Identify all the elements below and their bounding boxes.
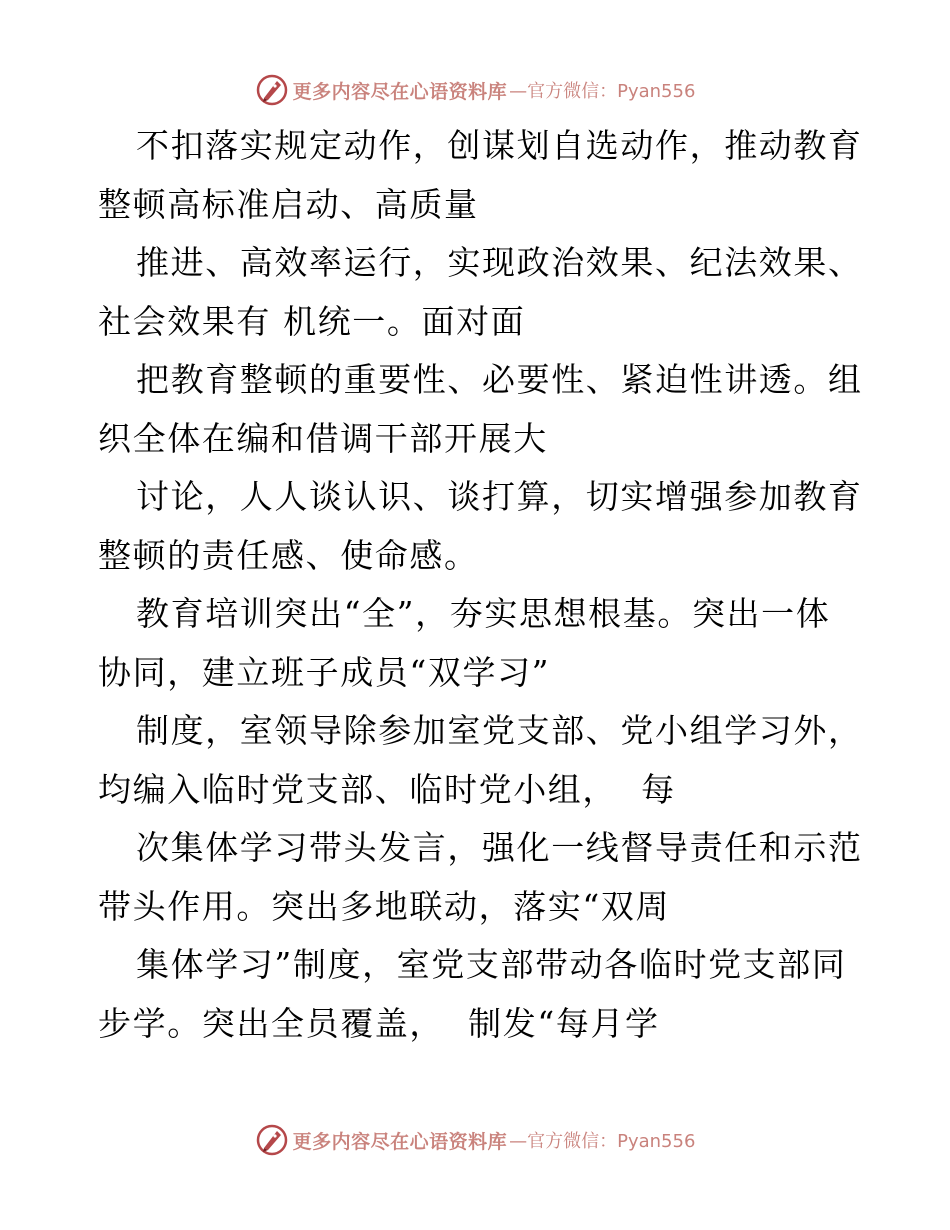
paragraph	[98, 468, 878, 585]
text-line: 整顿高标准启动、高质量	[98, 184, 479, 224]
banner-brand-text: 更多内容尽在心语资料库	[292, 80, 508, 103]
text-line: 把教育整顿的重要性、必要性、紧迫性讲透。组	[136, 360, 863, 399]
text-line: 推进、高效率运行，实现政治效果、纪法效果、	[136, 243, 863, 282]
paragraph	[98, 117, 878, 234]
paragraph	[98, 936, 878, 1053]
text-line: 带头作用。突出多地联动，落实“双周	[98, 886, 671, 926]
text-line: 讨论，人人谈认识、谈打算，切实增强参加教育	[136, 477, 863, 516]
paragraph	[98, 585, 878, 702]
text-line: 次集体学习带头发言，强化一线督导责任和示范	[136, 828, 863, 867]
text-line: 制度，室领导除参加室党支部、党小组学习外，	[136, 711, 863, 750]
paragraph	[98, 702, 878, 819]
paragraph	[98, 234, 878, 351]
text-line: 步学。突出全员覆盖， 制发“每月学	[98, 1003, 660, 1043]
pen-nib-logo-icon	[255, 73, 289, 107]
text-line: 整顿的责任感、使命感。	[98, 535, 479, 575]
text-line: 集体学习”制度，室党支部带动各临时党支部同	[136, 945, 847, 984]
header-banner	[0, 70, 950, 110]
text-line: 协同，建立班子成员“双学习”	[98, 652, 551, 692]
text-line: 社会效果有 机统一。面对面	[98, 301, 526, 341]
text-line: 不扣落实规定动作，创谋划自选动作，推动教育	[136, 126, 863, 165]
text-line: 教育培训突出“全”，夯实思想根基。突出一体	[136, 594, 831, 633]
document-body	[98, 117, 878, 1053]
banner-brand-text: 更多内容尽在心语资料库	[292, 1130, 508, 1153]
paragraph	[98, 819, 878, 936]
paragraph	[98, 351, 878, 468]
banner-contact-text: —官方微信：Pyan556	[509, 81, 696, 102]
text-line: 均编入临时党支部、临时党小组， 每	[98, 769, 676, 809]
text-line: 织全体在编和借调干部开展大	[98, 418, 548, 458]
banner-contact-text: —官方微信：Pyan556	[509, 1131, 696, 1152]
footer-banner	[0, 1120, 950, 1160]
pen-nib-logo-icon	[255, 1123, 289, 1157]
